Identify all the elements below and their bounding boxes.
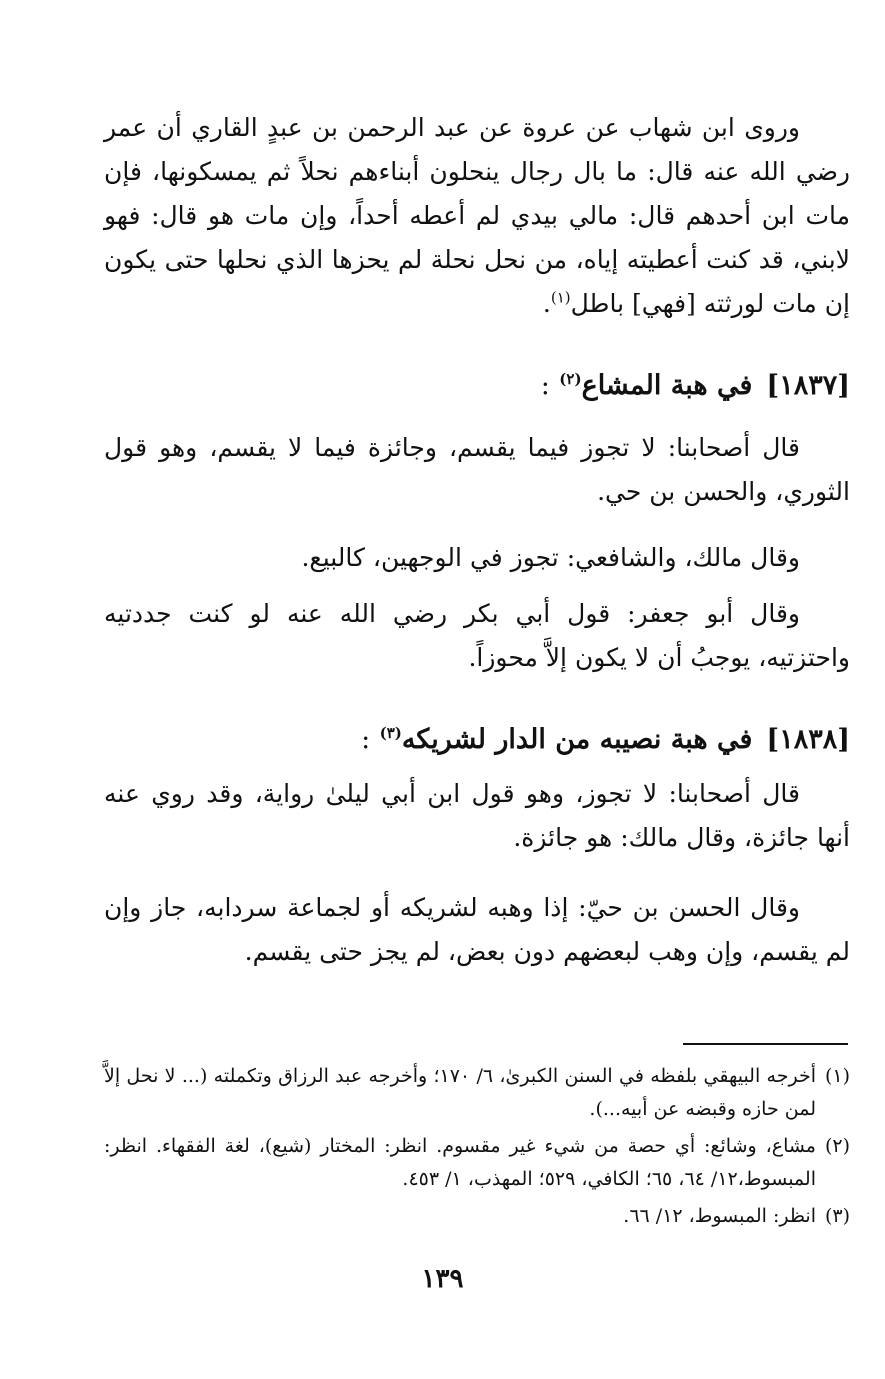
footnote-1 bbox=[104, 1060, 850, 1126]
section-number: [١٨٣٧] bbox=[766, 370, 850, 401]
footnotes bbox=[104, 1060, 850, 1237]
footnote-ref-3: (٣) bbox=[379, 724, 402, 742]
footnote-number: (٢) bbox=[824, 1135, 850, 1157]
paragraph-end: . bbox=[542, 289, 551, 318]
section-heading-1838 bbox=[104, 720, 850, 760]
paragraph-text: قال أصحابنا: لا تجوز فيما يقسم، وجائزة فيما لا يقسم، وهو قول الثوري، والحسن بن حي. bbox=[104, 433, 850, 506]
paragraph-text: وقال الحسن بن حيّ: إذا وهبه لشريكه أو لجماعة سردابه، جاز وإن لم يقسم، وإن وهب لبعضهم دون بعض، لم يجز حتى يقسم. bbox=[104, 893, 850, 966]
footnote-ref-1: (١) bbox=[550, 288, 571, 307]
paragraph-narration bbox=[104, 106, 850, 326]
page-number: ١٣٩ bbox=[421, 1264, 464, 1294]
paragraph-abu-jafar bbox=[104, 592, 850, 680]
footnote-number: (١) bbox=[824, 1065, 850, 1087]
paragraph-text: وروى ابن شهاب عن عروة عن عبد الرحمن بن عبدٍ القاري أن عمر رضي الله عنه قال: ما بال رجال ينحلون أبناءهم نحلاً ثم يمسكونها، فإن مات ابن أحدهم قال: مالي بيدي لم أعطه أحداً، وإن مات هو قال: فهو لابني، قد كنت أعطيته إياه، من نحل نحلة لم يحزها الذي نحلها حتى يكون إن مات لورثته [فهي] باطل bbox=[104, 113, 850, 318]
paragraph-maliki-view bbox=[104, 536, 850, 580]
paragraph-text: قال أصحابنا: لا تجوز، وهو قول ابن أبي ليلىٰ رواية، وقد روي عنه أنها جائزة، وقال مالك: هو جائزة. bbox=[104, 779, 850, 852]
paragraph-hanafi-view bbox=[104, 426, 850, 514]
section-heading-1837 bbox=[104, 366, 850, 406]
paragraph-text: وقال مالك، والشافعي: تجوز في الوجهين، كالبيع. bbox=[301, 543, 800, 572]
footnote-3 bbox=[104, 1200, 850, 1233]
paragraph-text: وقال أبو جعفر: قول أبي بكر رضي الله عنه لو كنت جددتيه واحتزتيه، يوجبُ أن لا يكون إلاَّ محوزاً. bbox=[104, 599, 850, 672]
footnote-text: انظر: المبسوط، ١٢/ ٦٦. bbox=[623, 1205, 816, 1227]
section-number: [١٨٣٨] bbox=[766, 724, 850, 755]
paragraph-hasan-ibn-hayy bbox=[104, 886, 850, 974]
footnote-text: مشاع، وشائع: أي حصة من شيء غير مقسوم. انظر: المختار (شيع)، لغة الفقهاء. انظر: المبسوط،١٢/ ٦٤، ٦٥؛ الكافي، ٥٢٩؛ المهذب، ١/ ٤٥٣. bbox=[104, 1135, 816, 1190]
paragraph-ibn-abi-layla bbox=[104, 772, 850, 860]
section-title: في هبة المشاع bbox=[581, 370, 753, 401]
heading-colon: : bbox=[540, 370, 550, 401]
section-title: في هبة نصيبه من الدار لشريكه bbox=[401, 724, 753, 755]
footnote-separator bbox=[683, 1043, 848, 1045]
heading-colon: : bbox=[361, 724, 371, 755]
footnote-ref-2: (٢) bbox=[559, 370, 582, 388]
footnote-text: أخرجه البيهقي بلفظه في السنن الكبرىٰ، ٦/ ١٧٠؛ وأخرجه عبد الرزاق وتكملته (... لا نحل إلاَّ لمن حازه وقبضه عن أبيه...). bbox=[104, 1065, 816, 1120]
footnote-number: (٣) bbox=[824, 1205, 850, 1227]
footnote-2 bbox=[104, 1130, 850, 1196]
